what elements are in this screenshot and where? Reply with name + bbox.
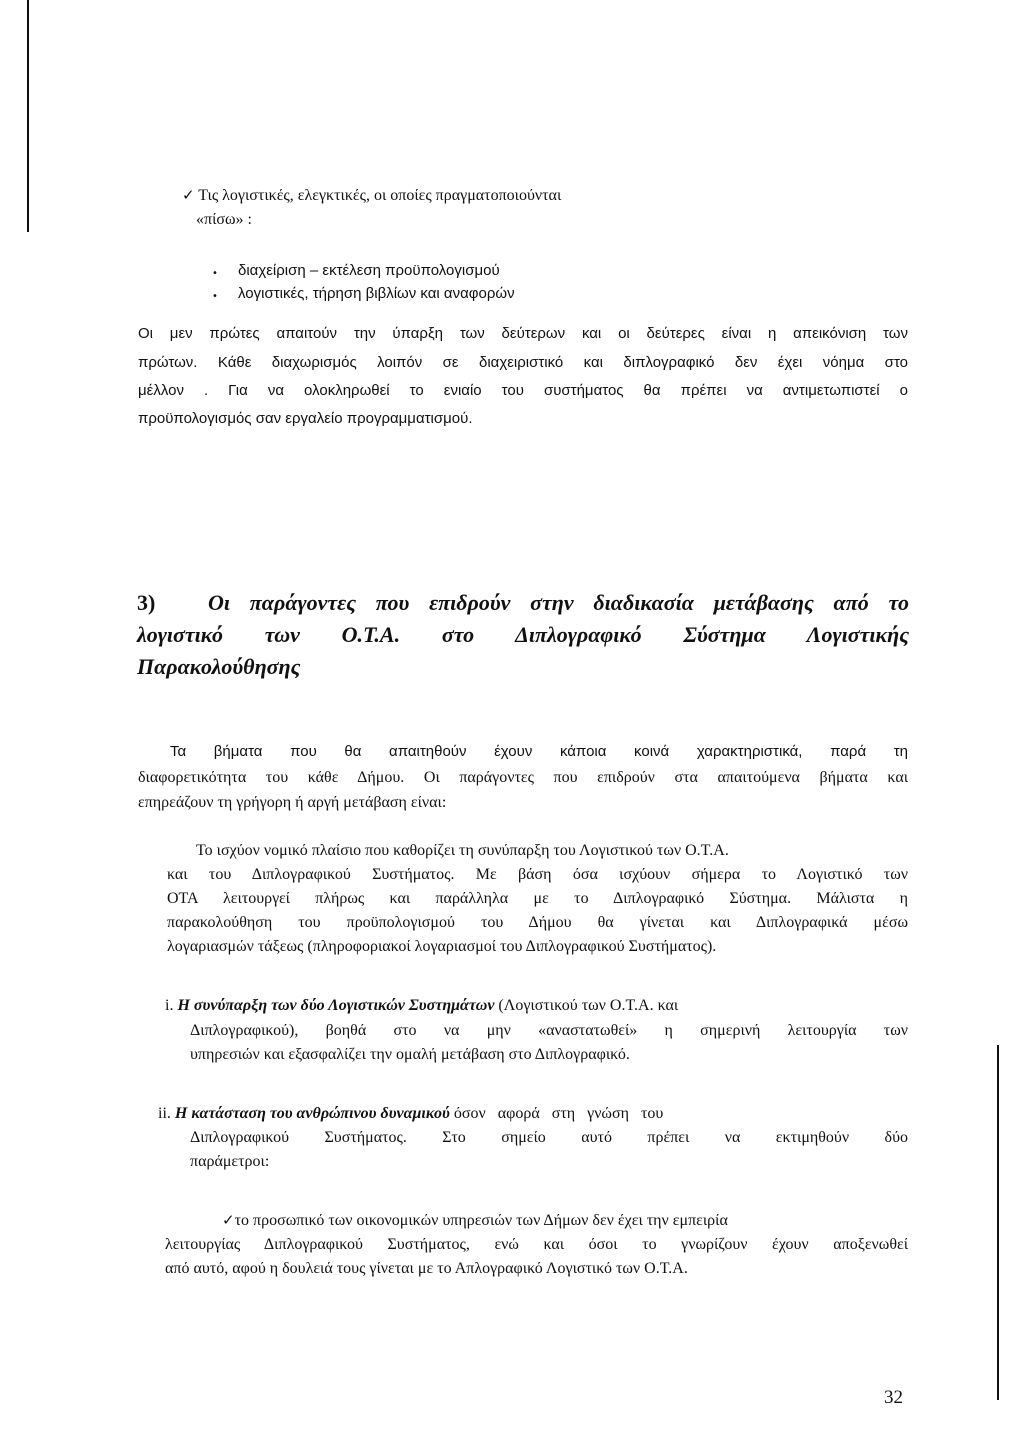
item-i-label: i.	[165, 997, 174, 1014]
section-a-title: ✓ Τις λογιστικές, ελεγκτικές, οι οποίες πραγματοποιούνται	[182, 186, 562, 204]
item-i-line: υπηρεσιών και εξασφαλίζει την ομαλή μετάβαση στο Διπλογραφικό.	[190, 1046, 630, 1063]
bullet-marker-1: •	[212, 268, 218, 279]
item-ii-rest: όσον αφορά στη γνώση του	[453, 1105, 664, 1122]
item-i-title: Η συνύπαρξη των δύο Λογιστικών Συστημάτων	[177, 997, 495, 1014]
scan-edge-left	[27, 0, 29, 232]
intro-line: Τα βήματα που θα απαιτηθούν έχουν κάποια κοινά χαρακτηριστικά, παρά τη	[170, 743, 908, 760]
legal-line: ΟΤΑ λειτουργεί πλήρως και παράλληλα με το Διπλογραφικό Σύστημα. Μάλιστα η	[167, 890, 908, 907]
paragraph-line: μέλλον . Για να ολοκληρωθεί το ενιαίο του συστήματος θα πρέπει να αντιμετωπιστεί ο	[138, 382, 908, 399]
page-number: 32	[884, 1387, 903, 1408]
item-i-line: Διπλογραφικού), βοηθά στο να μην «αναστατωθεί» η σημερινή λειτουργία των	[190, 1022, 908, 1039]
staff-line: λειτουργίας Διπλογραφικού Συστήματος, ενώ και όσοι το γνωρίζουν έχουν αποξενωθεί	[165, 1236, 908, 1253]
legal-line: και του Διπλογραφικού Συστήματος. Με βάση όσα ισχύουν σήμερα το Λογιστικό των	[167, 866, 908, 883]
item-ii-line: Διπλογραφικού Συστήματος. Στο σημείο αυτό πρέπει να εκτιμηθούν δύο	[190, 1129, 908, 1146]
section-a-title-cont: «πίσω» :	[196, 211, 252, 228]
item-ii-title: Η κατάσταση του ανθρώπινου δυναμικού	[174, 1105, 450, 1122]
item-ii-line: παράμετροι:	[190, 1153, 270, 1170]
legal-line: Το ισχύον νομικό πλαίσιο που καθορίζει τη συνύπαρξη του Λογιστικού των Ο.Τ.Α.	[196, 842, 729, 859]
bullet-item-1: διαχείριση – εκτέλεση προϋπολογισμού	[238, 262, 500, 279]
item-i-first-line	[165, 997, 678, 1015]
section-heading-line: λογιστικό των Ο.Τ.Α. στο Διπλογραφικό Σύστημα Λογιστικής	[137, 622, 909, 647]
section-heading-line: Οι παράγοντες που επιδρούν στην διαδικασία μετάβασης από το	[208, 590, 909, 615]
section-number: 3)	[137, 590, 156, 615]
staff-first-line: ✓το προσωπικό των οικονομικών υπηρεσιών των Δήμων δεν έχει την εμπειρία	[222, 1211, 728, 1229]
item-ii-first-line	[158, 1105, 663, 1123]
staff-line: από αυτό, αφού η δουλειά τους γίνεται με το Απλογραφικό Λογιστικό των Ο.Τ.Α.	[165, 1260, 688, 1277]
intro-line: επηρεάζουν τη γρήγορη ή αργή μετάβαση είναι:	[138, 794, 447, 811]
check-icon: ✓	[182, 186, 195, 204]
section-heading-line: Παρακολούθησης	[137, 654, 301, 679]
paragraph-line: προϋπολογισμός σαν εργαλείο προγραμματισμού.	[138, 410, 473, 427]
bullet-item-2: λογιστικές, τήρηση βιβλίων και αναφορών	[238, 285, 515, 302]
item-i-rest: (Λογιστικού των Ο.Τ.Α. και	[498, 997, 679, 1014]
item-ii-label: ii.	[158, 1105, 171, 1122]
legal-line: παρακολούθηση του προϋπολογισμού του Δήμου θα γίνεται και Διπλογραφικά μέσω	[167, 914, 908, 931]
intro-line: διαφορετικότητα του κάθε Δήμου. Οι παράγοντες που επιδρούν στα απαιτούμενα βήματα και	[138, 769, 908, 786]
paragraph-line: Οι μεν πρώτες απαιτούν την ύπαρξη των δεύτερων και οι δεύτερες είναι η απεικόνιση των	[138, 325, 908, 342]
bullet-marker-2: •	[212, 291, 218, 302]
legal-line: λογαριασμών τάξεως (πληροφοριακοί λογαριασμοί του Διπλογραφικού Συστήματος).	[167, 938, 717, 955]
scan-edge-right	[997, 1045, 999, 1400]
check-icon: ✓	[222, 1211, 235, 1229]
paragraph-line: πρώτων. Κάθε διαχωρισμός λοιπόν σε διαχειριστικό και διπλογραφικό δεν έχει νόημα στο	[138, 354, 908, 371]
